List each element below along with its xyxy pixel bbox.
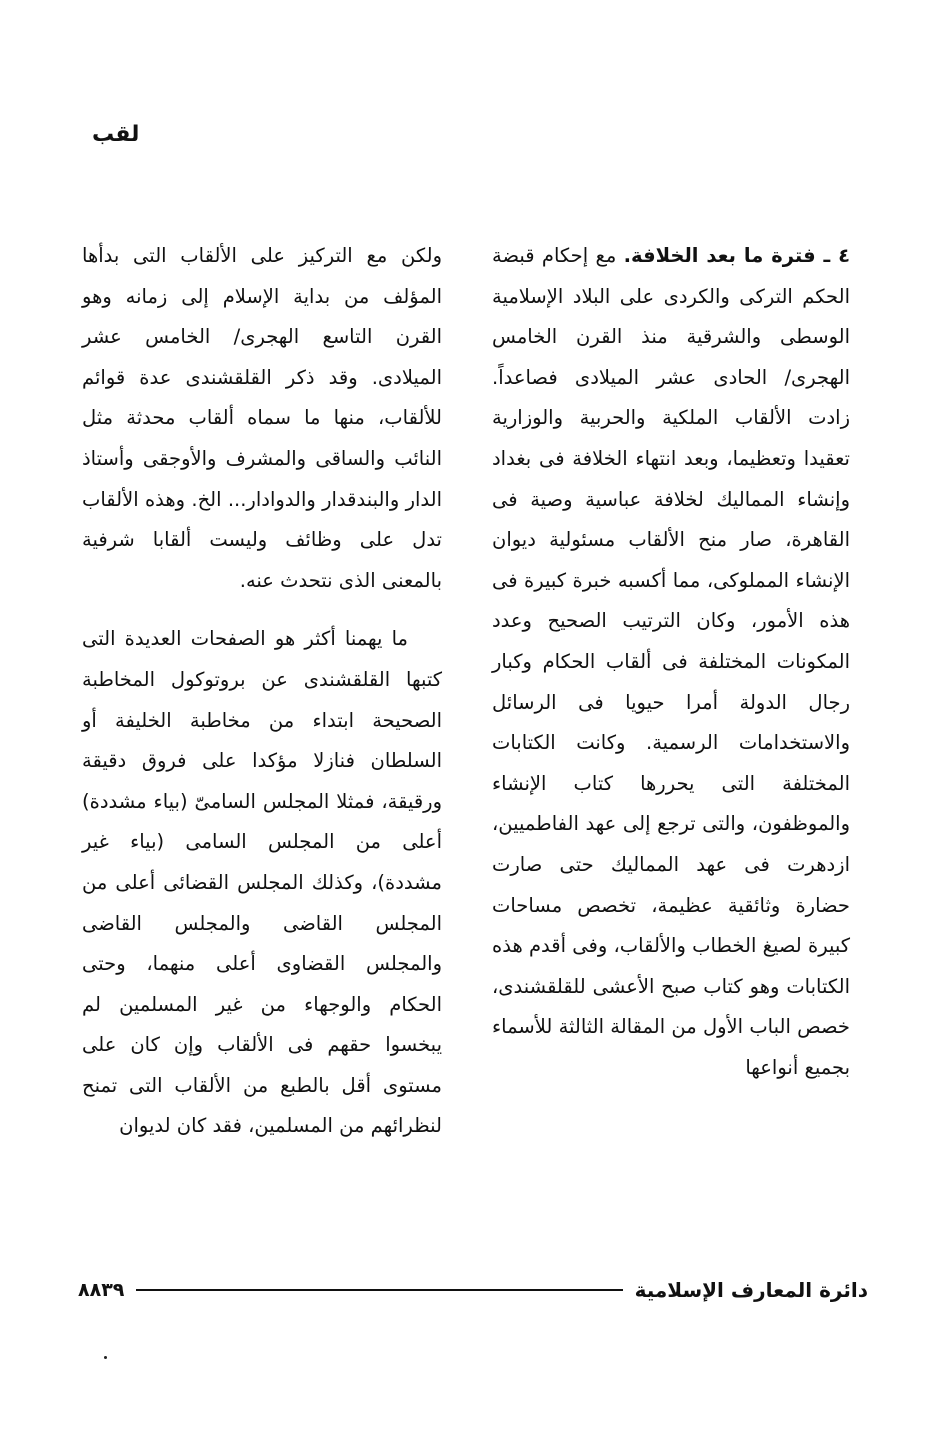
right-column xyxy=(492,236,850,1088)
left-column-paragraph-2 xyxy=(82,619,442,1147)
right-column-paragraph xyxy=(492,236,850,1088)
page-number: ٨٨٣٩ xyxy=(78,1279,125,1301)
left-column-text-1: ولكن مع التركيز على الألقاب التى بدأها المؤلف من بداية الإسلام إلى زمانه وهو القرن التاسع الهجرى/ الخامس عشر الميلادى. وقد ذكر القلقشندى عدة قوائم للألقاب، منها ما سماه ألقاب محدثة مثل النائب والساقى والمشرف والأوجقى وأستاذ الدار والبندقدار والدوادار... الخ. وهذه الألقاب تدل على وظائف وليست ألقابا شرفية بالمعنى الذى نتحدث عنه. xyxy=(82,244,442,592)
section-title: ٤ ـ فترة ما بعد الخلافة. xyxy=(623,244,850,267)
page-footer xyxy=(78,1270,868,1310)
left-column-paragraph-1 xyxy=(82,236,442,601)
running-head: لقب xyxy=(92,122,140,147)
scan-speck xyxy=(104,1356,107,1359)
right-column-text: مع إحكام قبضة الحكم التركى والكردى على البلاد الإسلامية الوسطى والشرقية منذ القرن الخامس الهجرى/ الحادى عشر الميلادى فصاعداً. زادت الألقاب الملكية والحربية والوزارية تعقيدا وتعظيما، وبعد انتهاء الخلافة فى بغداد وإنشاء المماليك لخلافة عباسية وصية فى القاهرة، صار منح الألقاب مسئولية ديوان الإنشاء المملوكى، مما أكسبه خبرة كبيرة فى هذه الأمور، وكان الترتيب الصحيح وعدد المكونات المختلفة فى ألقاب الحكام وكبار رجال الدولة أمرا حيويا فى الرسائل والاستخدامات الرسمية. وكانت الكتابات المختلفة التى يحررها كتاب الإنشاء والموظفون، والتى ترجع إلى عهد الفاطميين، ازدهرت فى عهد المماليك حتى صارت حضارة وثائقية عظيمة، تخصص مساحات كبيرة لصيغ الخطاب والألقاب، وفى أقدم هذه الكتابات وهو كتاب صبح الأعشى للقلقشندى، خصص الباب الأول من المقالة الثالثة للأسماء بجميع أنواعها xyxy=(492,244,850,1079)
left-column xyxy=(82,236,442,1147)
footer-rule xyxy=(136,1289,622,1291)
left-column-text-2: ما يهمنا أكثر هو الصفحات العديدة التى كتبها القلقشندى عن بروتوكول المخاطبة الصحيحة ابتداء من مخاطبة الخليفة أو السلطان فنازلا مؤكدا على فروق دقيقة ورقيقة، فمثلا المجلس السامىّ (بياء مشددة) أعلى من المجلس السامى (بياء غير مشددة)، وكذلك المجلس القضائى أعلى من المجلس القاضى والمجلس القاضى والمجلس القضاوى أعلى منهما، وحتى الحكام والوجهاء من غير المسلمين لم يبخسوا حقهم فى الألقاب وإن كان على مستوى أقل بالطبع من الألقاب التى تمنح لنظرائهم من المسلمين، فقد كان لديوان xyxy=(82,627,442,1138)
publication-title: دائرة المعارف الإسلامية xyxy=(634,1278,868,1302)
